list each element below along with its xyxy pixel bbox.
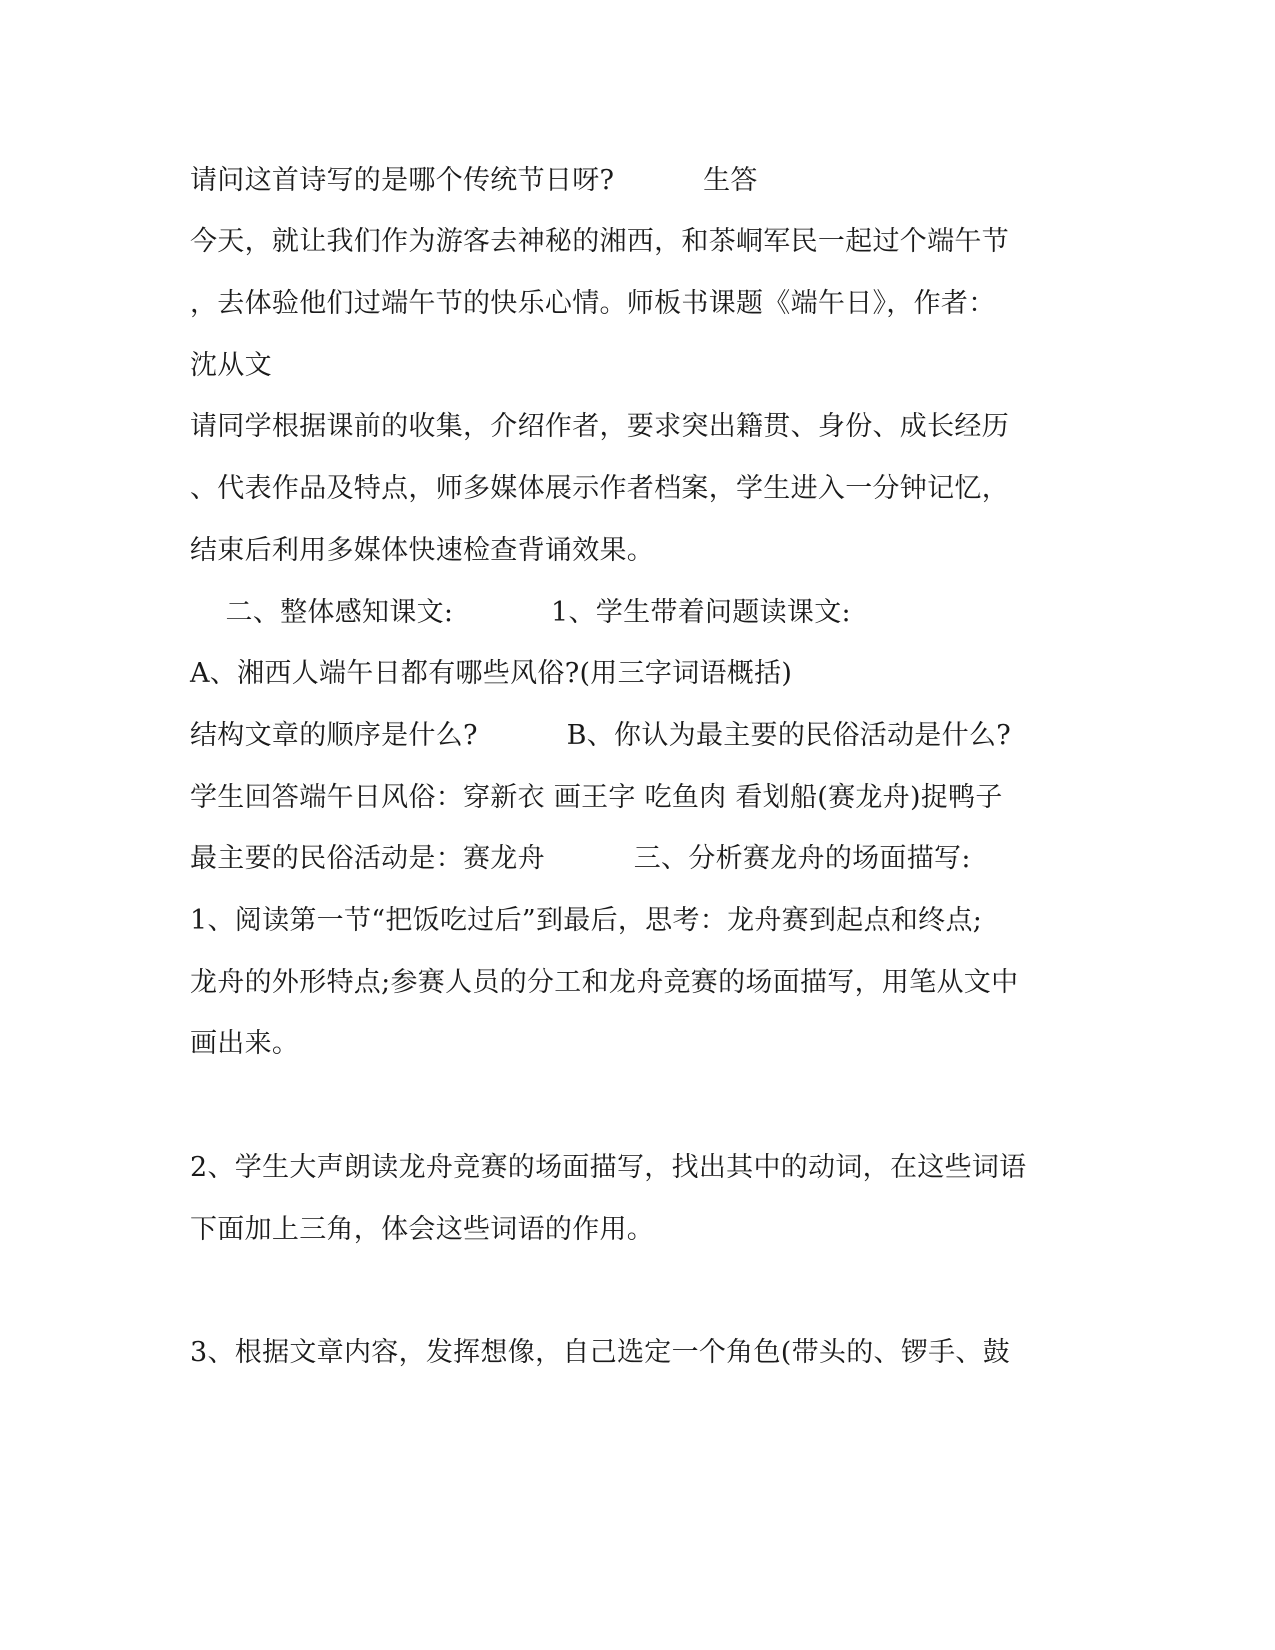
text-line: 画出来。 <box>190 1028 300 1059</box>
text-line: 下面加上三角，体会这些词语的作用。 <box>190 1214 655 1245</box>
text-line: 今天，就让我们作为游客去神秘的湘西，和茶峒军民一起过个端午节 <box>190 226 1009 257</box>
section-heading-line: 最主要的民俗活动是：赛龙舟 三、分析赛龙舟的场面描写: <box>190 843 971 874</box>
text-line: 请问这首诗写的是哪个传统节日呀? 生答 <box>190 165 758 196</box>
text-line: A、湘西人端午日都有哪些风俗?(用三字词语概括) <box>190 658 793 689</box>
text-line: ，去体验他们过端午节的快乐心情。师板书课题《端午日》，作者： <box>190 288 996 319</box>
text-line: 1、阅读第一节“把饭吃过后”到最后，思考：龙舟赛到起点和终点; <box>190 905 983 936</box>
text-line: 结束后利用多媒体快速检查背诵效果。 <box>190 535 655 566</box>
text-line: 3、根据文章内容，发挥想像，自己选定一个角色(带头的、锣手、鼓 <box>190 1337 1011 1368</box>
text-line: 请同学根据课前的收集，介绍作者，要求突出籍贯、身份、成长经历 <box>190 411 1009 442</box>
text-line: 结构文章的顺序是什么? B、你认为最主要的民俗活动是什么? <box>190 720 1012 751</box>
section-heading-line: 二、整体感知课文: 1、学生带着问题读课文: <box>190 597 851 628</box>
text-line: 沈从文 <box>190 350 272 381</box>
text-line: 学生回答端午日风俗：穿新衣 画王字 吃鱼肉 看划船(赛龙舟)捉鸭子 <box>190 782 1003 813</box>
text-line: 、代表作品及特点，师多媒体展示作者档案，学生进入一分钟记忆， <box>190 473 1009 504</box>
text-line: 2、学生大声朗读龙舟竞赛的场面描写，找出其中的动词，在这些词语 <box>190 1152 1027 1183</box>
text-line: 龙舟的外形特点;参赛人员的分工和龙舟竞赛的场面描写，用笔从文中 <box>190 967 1019 998</box>
